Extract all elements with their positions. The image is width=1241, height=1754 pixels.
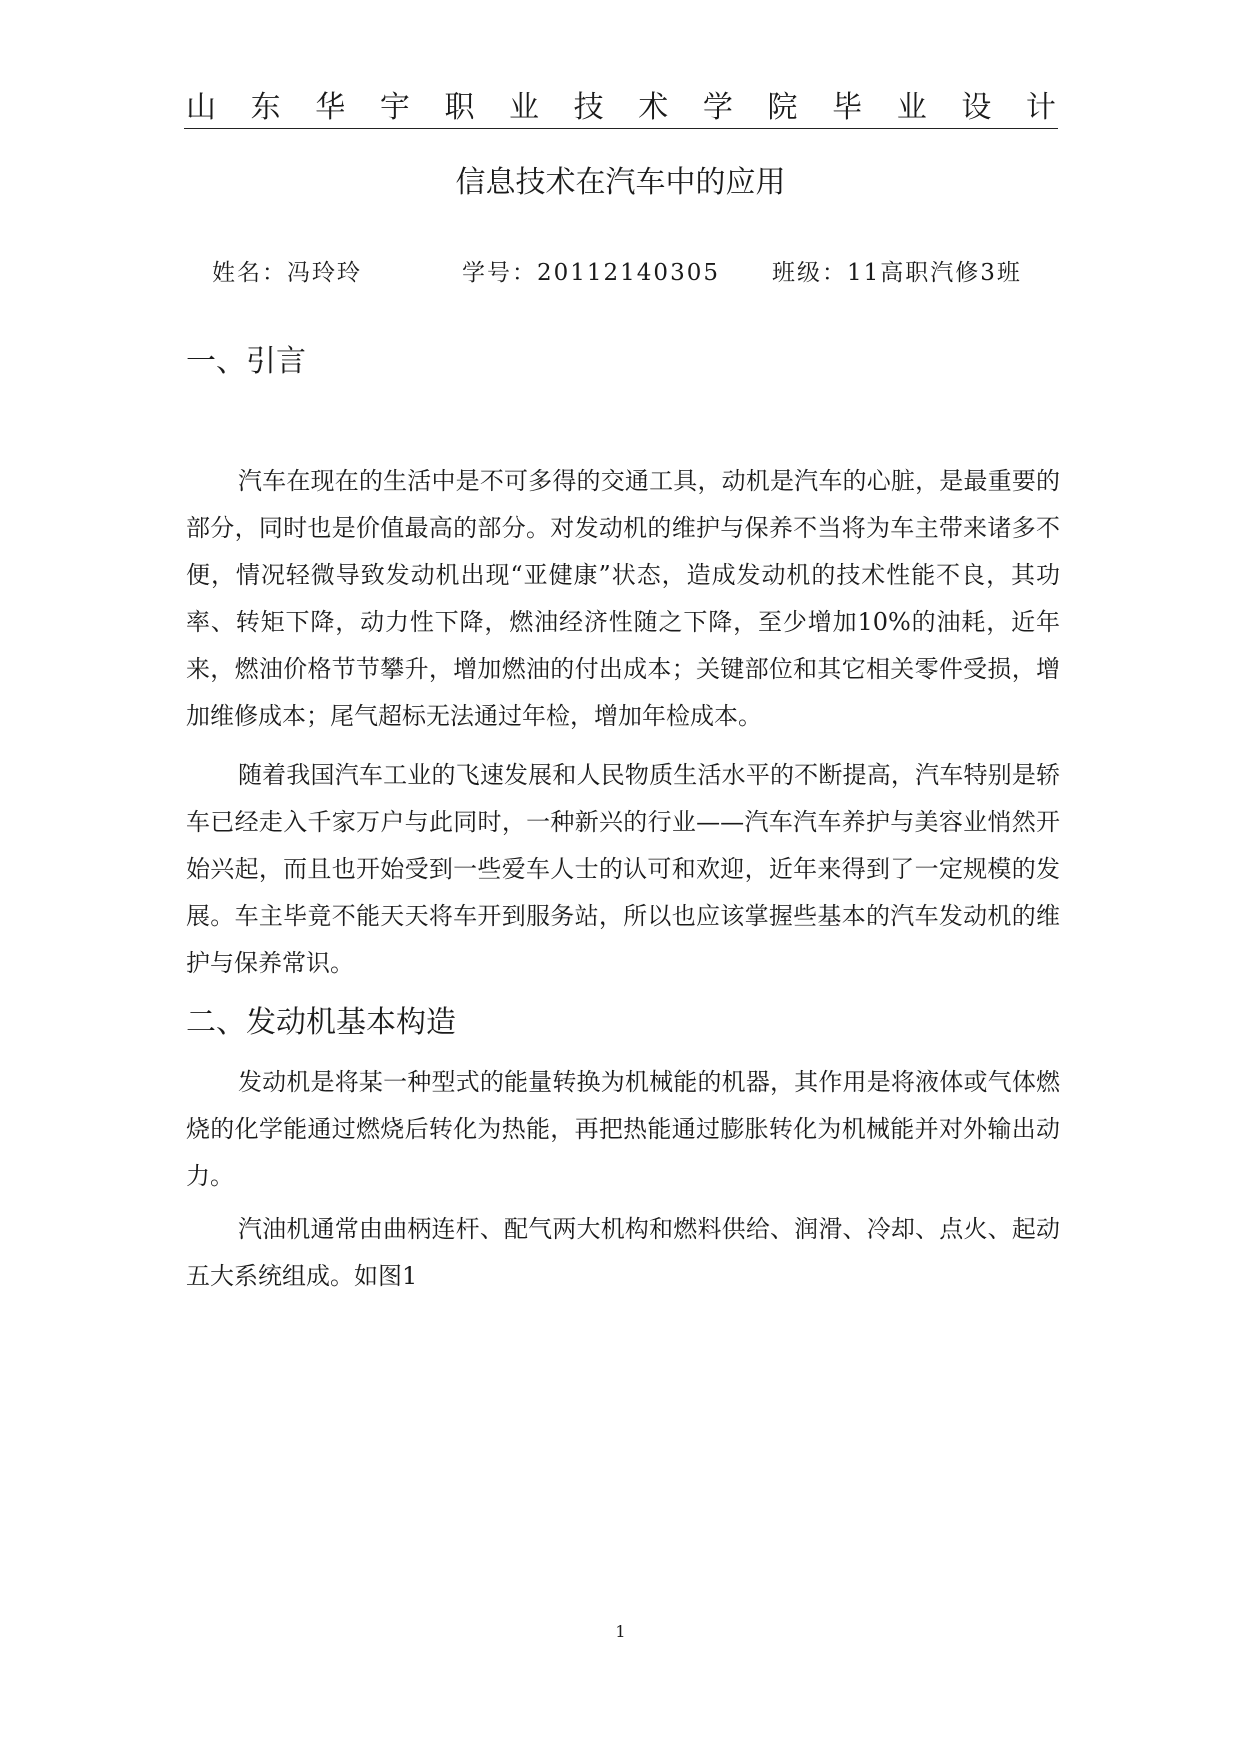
header-char: 宇 bbox=[379, 90, 410, 125]
class-name: 班级：11高职汽修3班 bbox=[772, 260, 1022, 286]
paragraph: 随着我国汽车工业的飞速发展和人民物质生活水平的不断提高，汽车特别是轿车已经走入千家万户与此同时，一种新兴的行业——汽车汽车养护与美容业悄然开始兴起，而且也开始受到一些爱车人士的认可和欢迎，近年来得到了一定规模的发展。车主毕竟不能天天将车开到服务站，所以也应该掌握些基本的汽车发动机的维护与保养常识。 bbox=[186, 761, 1060, 977]
paragraph: 汽油机通常由曲柄连杆、配气两大机构和燃料供给、润滑、冷却、点火、起动五大系统组成。如图1 bbox=[186, 1215, 1060, 1290]
header-char: 华 bbox=[315, 90, 346, 125]
paragraph: 汽车在现在的生活中是不可多得的交通工具，动机是汽车的心脏，是最重要的部分，同时也是价值最高的部分。对发动机的维护与保养不当将为车主带来诸多不便，情况轻微导致发动机出现“亚健康”状态，造成发动机的技术性能不良，其功率、转矩下降，动力性下降，燃油经济性随之下降，至少增加10%的油耗，近年来，燃油价格节节攀升，增加燃油的付出成本；关键部位和其它相关零件受损，增加维修成本；尾气超标无法通过年检，增加年检成本。 bbox=[186, 467, 1060, 730]
student-id: 学号：20112140305 bbox=[462, 260, 720, 286]
header-char: 学 bbox=[702, 90, 733, 125]
paragraph: 发动机是将某一种型式的能量转换为机械能的机器，其作用是将液体或气体燃烧的化学能通过燃烧后转化为热能，再把热能通过膨胀转化为机械能并对外输出动力。 bbox=[186, 1068, 1060, 1190]
header-char: 设 bbox=[961, 90, 992, 125]
header-char: 东 bbox=[250, 90, 281, 125]
header-char: 业 bbox=[509, 90, 540, 125]
author-name: 姓名：冯玲玲 bbox=[212, 260, 362, 286]
school-header bbox=[186, 88, 1056, 128]
header-char: 毕 bbox=[832, 90, 863, 125]
document-title: 信息技术在汽车中的应用 bbox=[455, 165, 786, 200]
page-number: 1 bbox=[615, 1622, 626, 1641]
section-heading-engine-structure: 二、发动机基本构造 bbox=[186, 1005, 456, 1040]
header-char: 业 bbox=[896, 90, 927, 125]
header-char: 术 bbox=[638, 90, 669, 125]
header-rule bbox=[184, 128, 1058, 129]
section-heading-introduction: 一、引言 bbox=[186, 344, 306, 379]
header-char: 职 bbox=[444, 90, 475, 125]
header-char: 院 bbox=[767, 90, 798, 125]
header-char: 计 bbox=[1025, 90, 1056, 125]
header-char: 技 bbox=[573, 90, 604, 125]
header-char: 山 bbox=[186, 90, 216, 125]
